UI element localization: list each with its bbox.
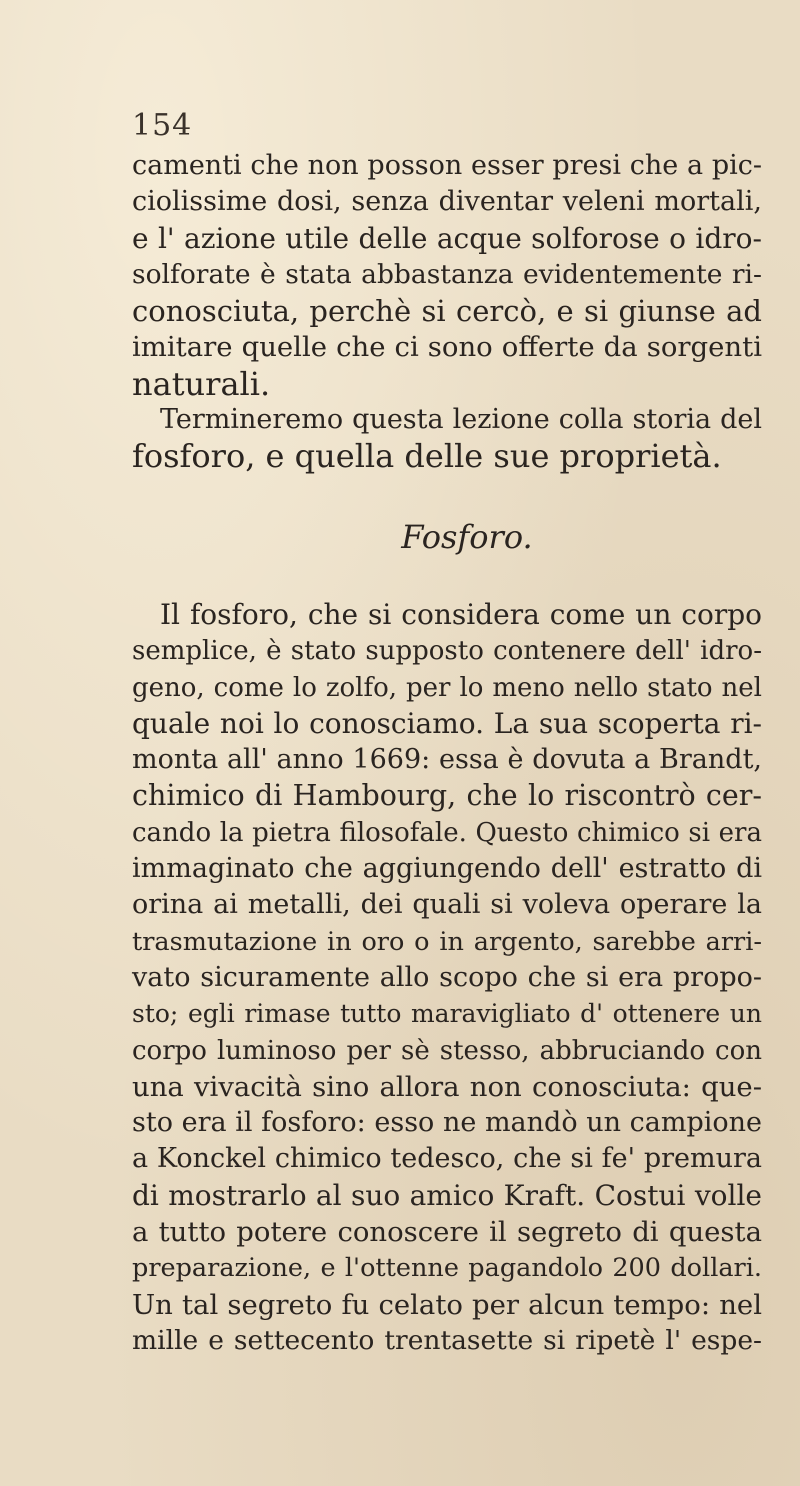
text-line: corpo luminoso per sè stesso, abbruciando con — [132, 1035, 762, 1066]
text-line: ciolissime dosi, senza diventar veleni mortali, — [132, 186, 762, 218]
text-line: chimico di Hambourg, che lo riscontrò cer- — [132, 779, 762, 813]
text-line: a tutto potere conoscere il segreto di questa — [132, 1216, 762, 1249]
text-line: Il fosforo, che si considera come un corpo — [160, 597, 762, 631]
paragraph-continuation — [132, 148, 762, 402]
text-line: imitare quelle che ci sono offerte da sorgenti — [132, 331, 762, 364]
text-line: sto era il fosforo: esso ne mandò un campione — [132, 1107, 762, 1139]
text-line: geno, come lo zolfo, per lo meno nello stato nel — [132, 672, 762, 703]
text-line: naturali. — [132, 364, 271, 403]
text-line: preparazione, e l'ottenne pagandolo 200 dollari. — [132, 1253, 762, 1284]
text-line: e l' azione utile delle acque solforose o idro- — [132, 221, 762, 255]
text-line: camenti che non posson esser presi che a pic- — [132, 150, 762, 181]
text-body — [132, 148, 762, 1359]
text-line: di mostrarlo al suo amico Kraft. Costui volle — [132, 1178, 762, 1212]
text-line: mille e settecento trentasette si ripetè l' espe- — [132, 1324, 762, 1356]
text-line: Termineremo questa lezione colla storia del — [160, 404, 762, 436]
text-line: vato sicuramente allo scopo che si era propo- — [132, 961, 762, 993]
text-line: sto; egli rimase tutto maravigliato d' ottenere un — [132, 999, 762, 1029]
text-line: conosciuta, perchè si cercò, e si giunse ad — [132, 294, 762, 329]
text-line: quale noi lo conosciamo. La sua scoperta ri- — [132, 706, 762, 740]
text-line: semplice, è stato supposto contenere dell' idro- — [132, 636, 762, 667]
text-line: solforate è stata abbastanza evidentemente ri- — [132, 258, 762, 290]
section-heading: Fosforo. — [401, 517, 533, 556]
text-line: Un tal segreto fu celato per alcun tempo: nel — [132, 1288, 762, 1321]
text-line: una vivacità sino allora non conosciuta: que- — [132, 1070, 762, 1103]
paragraph-closing — [132, 402, 762, 475]
page-number: 154 — [132, 108, 193, 143]
text-line: orina ai metalli, dei quali si voleva operare la — [132, 889, 762, 921]
text-line: a Konckel chimico tedesco, che si fe' premura — [132, 1143, 762, 1175]
text-line: cando la pietra filosofale. Questo chimico si era — [132, 817, 762, 848]
text-line: trasmutazione in oro o in argento, sarebbe arri- — [132, 926, 762, 957]
text-line: immaginato che aggiungendo dell' estratto di — [132, 853, 762, 885]
paragraph-phosphorus — [132, 597, 762, 1359]
text-line: monta all' anno 1669: essa è dovuta a Brandt, — [132, 744, 762, 776]
text-line: fosforo, e quella delle sue proprietà. — [132, 437, 722, 476]
